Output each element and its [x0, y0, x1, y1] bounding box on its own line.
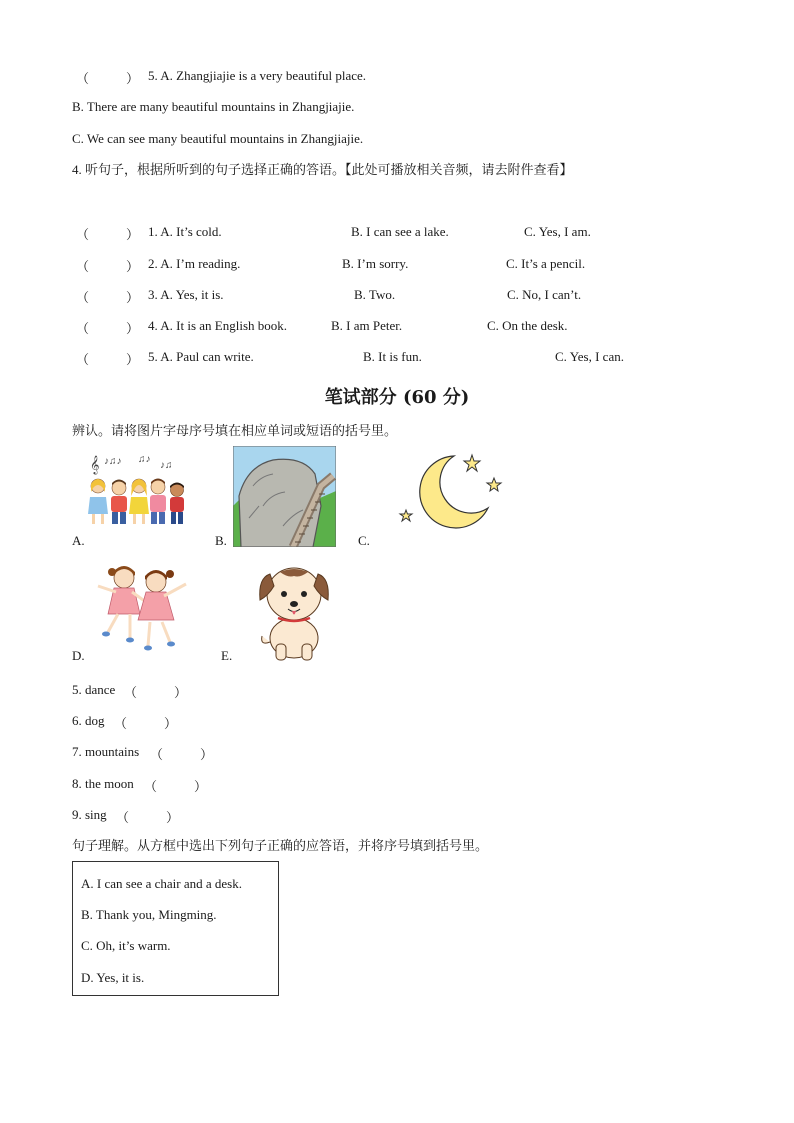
children-singing-icon [80, 452, 190, 530]
top-option-b: B. There are many beautiful mountains in Zhangjiajie. [72, 99, 355, 114]
option-b: B. Two. [354, 287, 396, 302]
answer-paren-close: ） [166, 810, 180, 825]
answer-options-box [72, 861, 279, 996]
option-b: B. I can see a lake. [351, 224, 449, 239]
section4-instruction: 4. 听句子，根据所听到的句子选择正确的答语。【此处可播放相关音频，请去附件查看】 [72, 162, 573, 177]
picture-label-c: C. [358, 533, 370, 548]
answer-paren-close: ） [126, 352, 140, 367]
answer-paren-open: （ [124, 685, 138, 700]
picture-label-a: A. [72, 533, 85, 548]
svg-text:♪♫: ♪♫ [160, 460, 173, 471]
option-c: C. It’s a pencil. [506, 256, 586, 271]
option-b: B. It is fun. [363, 349, 422, 364]
answer-paren-close: ） [126, 227, 140, 242]
option-c: C. On the desk. [487, 318, 568, 333]
answer-paren-open: （ [76, 259, 90, 274]
word-text: 5. dance [72, 682, 116, 697]
box-option-c: C. Oh, it’s warm. [81, 938, 171, 953]
word-text: 9. sing [72, 807, 107, 822]
option-b: B. I’m sorry. [342, 256, 409, 271]
box-option-b: B. Thank you, Mingming. [81, 907, 217, 922]
answer-paren-open: （ [150, 747, 164, 762]
box-option-d: D. Yes, it is. [81, 970, 145, 985]
answer-paren-close: ） [126, 321, 140, 336]
answer-paren-open: （ [76, 321, 90, 336]
picture-label-d: D. [72, 648, 85, 663]
option-a: 5. A. Paul can write. [148, 349, 254, 364]
answer-paren-close: ） [164, 716, 178, 731]
svg-text:♫♪: ♫♪ [138, 454, 151, 465]
answer-paren-close: ） [126, 290, 140, 305]
dog-icon [256, 560, 332, 662]
option-a: 1. A. It’s cold. [148, 224, 222, 239]
option-c: C. No, I can’t. [507, 287, 582, 302]
answer-paren-close: ） [200, 747, 214, 762]
option-b: B. I am Peter. [331, 318, 403, 333]
answer-paren-open: （ [116, 810, 130, 825]
answer-paren-open: （ [144, 779, 158, 794]
word-text: 8. the moon [72, 776, 134, 791]
word-text: 6. dog [72, 713, 105, 728]
match-instruction: 辨认。请将图片字母序号填在相应单词或短语的括号里。 [72, 423, 398, 438]
answer-paren-open: （ [76, 290, 90, 305]
option-c: C. Yes, I am. [524, 224, 591, 239]
answer-paren-close: ） [174, 685, 188, 700]
moon-stars-icon [396, 452, 506, 532]
answer-paren-open: （ [76, 352, 90, 367]
box-option-a: A. I can see a chair and a desk. [81, 876, 242, 891]
top-question-5-text: 5. A. Zhangjiajie is a very beautiful place. [148, 68, 367, 83]
answer-paren-close: ） [126, 71, 140, 86]
girls-dancing-icon [94, 562, 194, 656]
answer-paren-open: （ [114, 716, 128, 731]
word-text: 7. mountains [72, 744, 140, 759]
svg-text:♪♫♪: ♪♫♪ [104, 456, 122, 467]
answer-paren-close: ） [194, 779, 208, 794]
option-a: 3. A. Yes, it is. [148, 287, 224, 302]
option-a: 4. A. It is an English book. [148, 318, 288, 333]
answer-paren-open: （ [76, 227, 90, 242]
svg-text:𝄞: 𝄞 [90, 457, 100, 474]
option-a: 2. A. I’m reading. [148, 256, 241, 271]
picture-label-b: B. [215, 533, 227, 548]
answer-paren-close: ） [126, 259, 140, 274]
written-section-title: 笔试部分 (60 分) [324, 387, 470, 408]
option-c: C. Yes, I can. [555, 349, 624, 364]
great-wall-mountain-icon [233, 446, 336, 547]
answer-paren-open: （ [76, 71, 90, 86]
top-option-c: C. We can see many beautiful mountains in Zhangjiajie. [72, 131, 364, 146]
sentence-instruction: 句子理解。从方框中选出下列句子正确的应答语，并将序号填到括号里。 [72, 838, 489, 853]
picture-label-e: E. [221, 648, 233, 663]
